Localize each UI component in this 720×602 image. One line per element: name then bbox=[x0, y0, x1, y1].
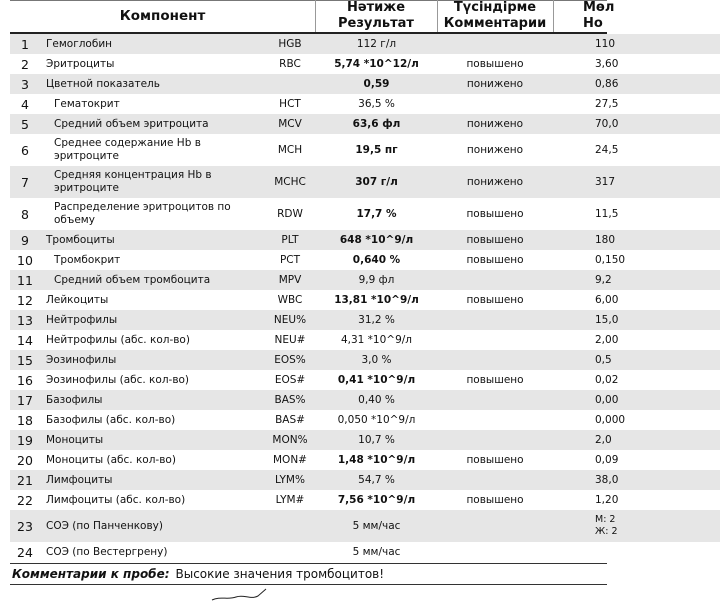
sample-comment-text: Высокие значения тромбоцитов! bbox=[175, 567, 385, 581]
component-code bbox=[266, 74, 314, 94]
result-value: 36,5 % bbox=[358, 98, 395, 110]
norm-value: 0,09 bbox=[595, 454, 619, 466]
component-code: WBC bbox=[277, 294, 303, 306]
table-row bbox=[10, 510, 720, 542]
comment-value bbox=[439, 34, 551, 54]
header-component: Компонент bbox=[119, 8, 206, 24]
component-name: СОЭ (по Вестергрену) bbox=[46, 545, 168, 558]
table-row bbox=[10, 94, 720, 114]
table-row bbox=[10, 470, 720, 490]
component-name: Цветной показатель bbox=[40, 74, 266, 94]
signature-mark bbox=[210, 588, 280, 602]
table-row bbox=[10, 250, 720, 270]
result-value: 0,640 % bbox=[352, 254, 401, 266]
result-value: 0,050 *10^9/л bbox=[337, 414, 416, 426]
comment-value: повышено bbox=[466, 58, 524, 70]
comment-value bbox=[439, 470, 551, 490]
comment-value bbox=[439, 430, 551, 450]
component-code: RDW bbox=[277, 208, 303, 220]
table-row bbox=[10, 166, 720, 198]
result-value: 31,2 % bbox=[314, 310, 439, 330]
component-name: Эозинофилы (абс. кол-во) bbox=[46, 373, 190, 386]
comment-value bbox=[439, 510, 551, 542]
norm-value: 0,150 bbox=[595, 254, 626, 266]
component-code: HCT bbox=[279, 98, 301, 110]
norm-value: 24,5 bbox=[595, 144, 619, 156]
component-code: MCHC bbox=[266, 166, 314, 198]
component-name: Среднее содержание Hb в эритроците bbox=[54, 137, 201, 162]
header-result-kz: Нәтиже bbox=[346, 0, 406, 15]
component-name: Моноциты (абс. кол-во) bbox=[46, 453, 176, 466]
row-number: 7 bbox=[10, 166, 40, 198]
table-row bbox=[10, 350, 720, 370]
comment-value: повышено bbox=[466, 254, 524, 266]
result-value: 112 г/л bbox=[314, 34, 439, 54]
component-name: Средняя концентрация Hb в эритроците bbox=[40, 166, 266, 198]
table-row bbox=[10, 410, 720, 430]
header-divider bbox=[315, 0, 316, 32]
component-code: PLT bbox=[266, 230, 314, 250]
component-code bbox=[266, 510, 314, 542]
row-number: 19 bbox=[10, 430, 40, 450]
result-value: 9,9 фл bbox=[314, 270, 439, 290]
component-name: Лейкоциты bbox=[46, 293, 109, 306]
table-row bbox=[10, 390, 720, 410]
row-number: 22 bbox=[17, 492, 33, 508]
norm-value: 2,00 bbox=[595, 334, 619, 346]
row-number: 17 bbox=[10, 390, 40, 410]
table-row bbox=[10, 490, 720, 510]
header-comment bbox=[437, 0, 553, 32]
row-number: 1 bbox=[10, 34, 40, 54]
norm-value: 0,00 bbox=[551, 390, 720, 410]
norm-value: 6,00 bbox=[595, 294, 619, 306]
sample-comment bbox=[10, 563, 607, 585]
component-code: HGB bbox=[266, 34, 314, 54]
row-number: 4 bbox=[21, 96, 29, 112]
comment-value: понижено bbox=[439, 74, 551, 94]
norm-value: 317 bbox=[551, 166, 720, 198]
header-norm bbox=[553, 0, 673, 32]
result-value: 0,41 *10^9/л bbox=[337, 374, 416, 386]
comment-value: повышено bbox=[439, 230, 551, 250]
norm-value: 11,5 bbox=[595, 208, 619, 220]
component-name: Базофилы bbox=[40, 390, 266, 410]
component-name: СОЭ (по Панченкову) bbox=[40, 510, 266, 542]
comment-value: повышено bbox=[466, 454, 524, 466]
table-row bbox=[10, 290, 720, 310]
component-name: Эозинофилы bbox=[40, 350, 266, 370]
norm-value: 0,5 bbox=[551, 350, 720, 370]
result-value: 54,7 % bbox=[314, 470, 439, 490]
component-name: Гемоглобин bbox=[40, 34, 266, 54]
row-number: 18 bbox=[17, 412, 33, 428]
comment-value: понижено bbox=[439, 114, 551, 134]
component-code: LYM% bbox=[266, 470, 314, 490]
norm-value: 9,2 bbox=[551, 270, 720, 290]
component-code: MCH bbox=[277, 144, 303, 156]
table-row bbox=[10, 230, 720, 250]
component-code: PCT bbox=[279, 254, 301, 266]
component-name: Нейтрофилы (абс. кол-во) bbox=[46, 333, 190, 346]
norm-value: 15,0 bbox=[551, 310, 720, 330]
component-code: NEU# bbox=[274, 334, 306, 346]
component-name: Базофилы (абс. кол-во) bbox=[46, 413, 176, 426]
header-divider bbox=[437, 0, 438, 32]
results-table bbox=[10, 34, 720, 562]
result-value: 13,81 *10^9/л bbox=[334, 294, 419, 306]
row-number: 5 bbox=[10, 114, 40, 134]
row-number: 8 bbox=[21, 206, 29, 222]
norm-value bbox=[551, 542, 720, 562]
component-name: Гематокрит bbox=[54, 97, 120, 110]
comment-value bbox=[439, 350, 551, 370]
table-row bbox=[10, 114, 720, 134]
component-code: MON# bbox=[273, 454, 307, 466]
norm-value: 38,0 bbox=[551, 470, 720, 490]
result-value: 3,0 % bbox=[314, 350, 439, 370]
table-row bbox=[10, 310, 720, 330]
row-number: 13 bbox=[10, 310, 40, 330]
component-code: EOS# bbox=[274, 374, 306, 386]
norm-value: 0,02 bbox=[595, 374, 619, 386]
norm-value: 0,86 bbox=[551, 74, 720, 94]
row-number: 14 bbox=[17, 332, 33, 348]
component-name: Распределение эритроцитов по объему bbox=[54, 201, 231, 226]
component-name: Средний объем тромбоцита bbox=[40, 270, 266, 290]
table-row bbox=[10, 54, 720, 74]
row-number: 2 bbox=[21, 56, 29, 72]
comment-value bbox=[439, 330, 551, 350]
result-value: 0,40 % bbox=[314, 390, 439, 410]
table-row bbox=[10, 198, 720, 230]
component-name: Средний объем эритроцита bbox=[40, 114, 266, 134]
norm-value: 3,60 bbox=[595, 58, 619, 70]
table-header bbox=[10, 0, 615, 32]
table-row bbox=[10, 430, 720, 450]
norm-value: 110 bbox=[551, 34, 720, 54]
component-name: Тромбокрит bbox=[54, 253, 121, 266]
comment-value: повышено bbox=[466, 374, 524, 386]
row-number: 12 bbox=[17, 292, 33, 308]
result-value: 648 *10^9/л bbox=[314, 230, 439, 250]
header-norm-kz: Мөл bbox=[583, 0, 615, 15]
norm-value: 0,000 bbox=[595, 414, 626, 426]
row-number: 16 bbox=[17, 372, 33, 388]
norm-value: М: 2 Ж: 2 bbox=[551, 510, 720, 542]
row-number: 3 bbox=[10, 74, 40, 94]
comment-value bbox=[439, 94, 551, 114]
row-number: 6 bbox=[21, 142, 29, 158]
comment-value: повышено bbox=[466, 294, 524, 306]
comment-value bbox=[439, 310, 551, 330]
header-result-ru: Результат bbox=[338, 16, 414, 31]
norm-value: 2,0 bbox=[551, 430, 720, 450]
result-value: 5,74 *10^12/л bbox=[334, 58, 419, 70]
row-number: 15 bbox=[10, 350, 40, 370]
component-code: MON% bbox=[266, 430, 314, 450]
component-code: NEU% bbox=[266, 310, 314, 330]
header-comment-kz: Түсіндірме bbox=[453, 0, 537, 15]
norm-value: 27,5 bbox=[595, 98, 619, 110]
result-value: 17,7 % bbox=[356, 208, 397, 220]
component-code: MCV bbox=[266, 114, 314, 134]
component-code: BAS% bbox=[266, 390, 314, 410]
table-row bbox=[10, 34, 720, 54]
table-row bbox=[10, 542, 720, 562]
norm-value: 70,0 bbox=[551, 114, 720, 134]
result-value: 7,56 *10^9/л bbox=[337, 494, 416, 506]
result-value: 1,48 *10^9/л bbox=[337, 454, 416, 466]
table-row bbox=[10, 370, 720, 390]
component-code: MPV bbox=[266, 270, 314, 290]
row-number: 20 bbox=[17, 452, 33, 468]
table-row bbox=[10, 330, 720, 350]
norm-value: 1,20 bbox=[595, 494, 619, 506]
row-number: 10 bbox=[17, 252, 33, 268]
table-row bbox=[10, 74, 720, 94]
result-value: 4,31 *10^9/л bbox=[340, 334, 413, 346]
comment-value: понижено bbox=[466, 144, 524, 156]
component-code: RBC bbox=[279, 58, 301, 70]
table-row bbox=[10, 450, 720, 470]
row-number: 9 bbox=[10, 230, 40, 250]
header-divider bbox=[553, 0, 554, 32]
comment-value bbox=[439, 410, 551, 430]
component-name: Эритроциты bbox=[46, 57, 115, 70]
comment-value: повышено bbox=[466, 208, 524, 220]
result-value: 5 мм/час bbox=[352, 546, 401, 558]
norm-value: 180 bbox=[551, 230, 720, 250]
header-comment-ru: Комментарии bbox=[443, 16, 547, 31]
result-value: 19,5 пг bbox=[355, 144, 398, 156]
result-value: 10,7 % bbox=[314, 430, 439, 450]
component-code: BAS# bbox=[275, 414, 305, 426]
comment-value bbox=[439, 542, 551, 562]
component-code bbox=[266, 542, 314, 562]
row-number: 24 bbox=[17, 544, 33, 560]
sample-comment-label: Комментарии к пробе: bbox=[12, 567, 170, 581]
header-result bbox=[315, 0, 437, 32]
row-number: 21 bbox=[10, 470, 40, 490]
component-name: Лимфоциты (абс. кол-во) bbox=[46, 493, 186, 506]
comment-value bbox=[439, 270, 551, 290]
component-code: EOS% bbox=[266, 350, 314, 370]
comment-value: понижено bbox=[439, 166, 551, 198]
component-name: Нейтрофилы bbox=[40, 310, 266, 330]
result-value: 5 мм/час bbox=[314, 510, 439, 542]
row-number: 11 bbox=[10, 270, 40, 290]
component-name: Лимфоциты bbox=[40, 470, 266, 490]
component-name: Тромбоциты bbox=[40, 230, 266, 250]
header-norm-ru: Но bbox=[583, 16, 603, 31]
result-value: 307 г/л bbox=[314, 166, 439, 198]
comment-value: повышено bbox=[466, 494, 524, 506]
result-value: 63,6 фл bbox=[314, 114, 439, 134]
table-row bbox=[10, 270, 720, 290]
component-name: Моноциты bbox=[40, 430, 266, 450]
result-value: 0,59 bbox=[314, 74, 439, 94]
row-number: 23 bbox=[10, 510, 40, 542]
comment-value bbox=[439, 390, 551, 410]
table-row bbox=[10, 134, 720, 166]
component-code: LYM# bbox=[275, 494, 305, 506]
